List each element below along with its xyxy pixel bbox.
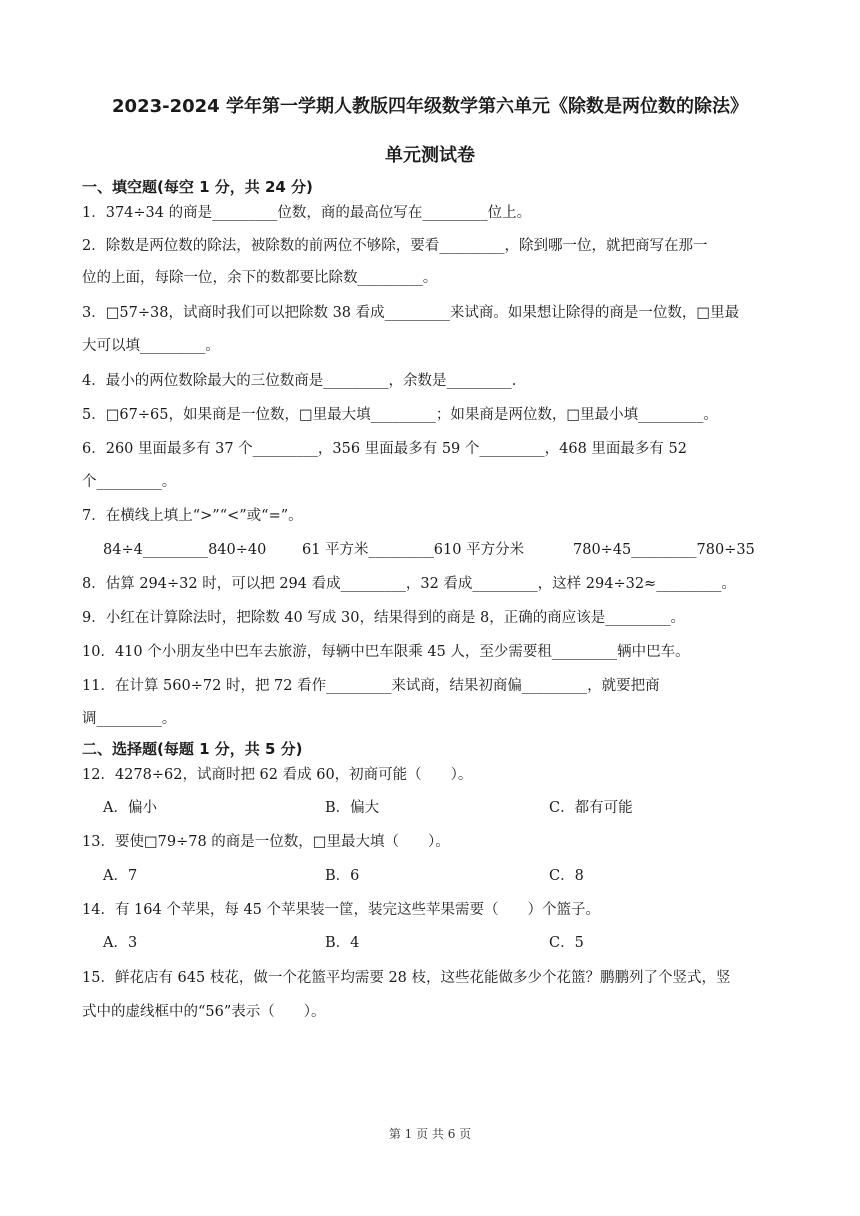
page-footer: 第 1 页 共 6 页 bbox=[388, 1127, 472, 1141]
question-3-line1: 3．□57÷38，试商时我们可以把除数 38 看成_________来试商。如果想让除得的商是一位数，□里最 bbox=[82, 305, 740, 321]
question-15-line1: 15．鲜花店有 645 枝花，做一个花篮平均需要 28 枝，这些花能做多少个花篮？鹏鹏列了个竖式，竖 bbox=[82, 970, 731, 986]
question-5: 5．□67÷65，如果商是一位数，□里最大填_________；如果商是两位数，□里最小填_________。 bbox=[82, 407, 718, 423]
question-11-line2: 调_________。 bbox=[82, 711, 177, 727]
option-a: A．7 bbox=[103, 868, 138, 884]
question-6-line2: 个_________。 bbox=[82, 474, 177, 490]
question-15-line2: 式中的虚线框中的“56”表示（ ）。 bbox=[82, 1004, 326, 1020]
question-1: 1．374÷34 的商是_________位数，商的最高位写在_________位上。 bbox=[82, 205, 532, 221]
option-c: C．8 bbox=[549, 868, 584, 884]
question-12: 12．4278÷62，试商时把 62 看成 60，初商可能（ ）。 bbox=[82, 767, 473, 783]
option-a: A．偏小 bbox=[103, 800, 157, 816]
question-7-item: 61 平方米_________610 平方分米 bbox=[302, 542, 525, 558]
question-4: 4．最小的两位数除最大的三位数商是_________，余数是_________. bbox=[82, 373, 517, 389]
question-10: 10．410 个小朋友坐中巴车去旅游，每辆中巴车限乘 45 人，至少需要租_________辆中巴车。 bbox=[82, 644, 690, 660]
question-7: 7．在横线上填上“>”“<”或“=”。 bbox=[82, 508, 303, 524]
question-11-line1: 11．在计算 560÷72 时，把 72 看作_________来试商，结果初商偏_________，就要把商 bbox=[82, 678, 660, 694]
option-a: A．3 bbox=[103, 935, 138, 951]
question-14: 14．有 164 个苹果，每 45 个苹果装一筐，装完这些苹果需要（ ）个篮子。 bbox=[82, 902, 601, 918]
option-c: C．都有可能 bbox=[549, 800, 633, 816]
option-b: B．偏大 bbox=[325, 800, 380, 816]
option-c: C．5 bbox=[549, 935, 584, 951]
question-6-line1: 6．260 里面最多有 37 个_________，356 里面最多有 59 个_________，468 里面最多有 52 bbox=[82, 441, 687, 457]
question-8: 8．估算 294÷32 时，可以把 294 看成_________，32 看成_________，这样 294÷32≈_________。 bbox=[82, 576, 736, 592]
question-13: 13．要使□79÷78 的商是一位数，□里最大填（ ）。 bbox=[82, 834, 450, 850]
question-7-item: 780÷45_________780÷35 bbox=[573, 542, 755, 558]
doc-title-line1: 2023-2024 学年第一学期人教版四年级数学第六单元《除数是两位数的除法》 bbox=[112, 96, 748, 117]
doc-title-line2: 单元测试卷 bbox=[385, 145, 475, 166]
section2-heading: 二、选择题(每题 1 分，共 5 分) bbox=[82, 740, 303, 758]
question-7-item: 84÷4_________840÷40 bbox=[103, 542, 267, 558]
question-2-line1: 2．除数是两位数的除法，被除数的前两位不够除，要看_________，除到哪一位，就把商写在那一 bbox=[82, 238, 708, 254]
section1-heading: 一、填空题(每空 1 分，共 24 分) bbox=[82, 178, 313, 196]
question-2-line2: 位的上面，每除一位，余下的数都要比除数_________。 bbox=[82, 270, 438, 286]
question-3-line2: 大可以填_________。 bbox=[82, 338, 220, 354]
option-b: B．6 bbox=[325, 868, 360, 884]
question-9: 9．小红在计算除法时，把除数 40 写成 30，结果得到的商是 8，正确的商应该是_________。 bbox=[82, 610, 686, 626]
option-b: B．4 bbox=[325, 935, 360, 951]
